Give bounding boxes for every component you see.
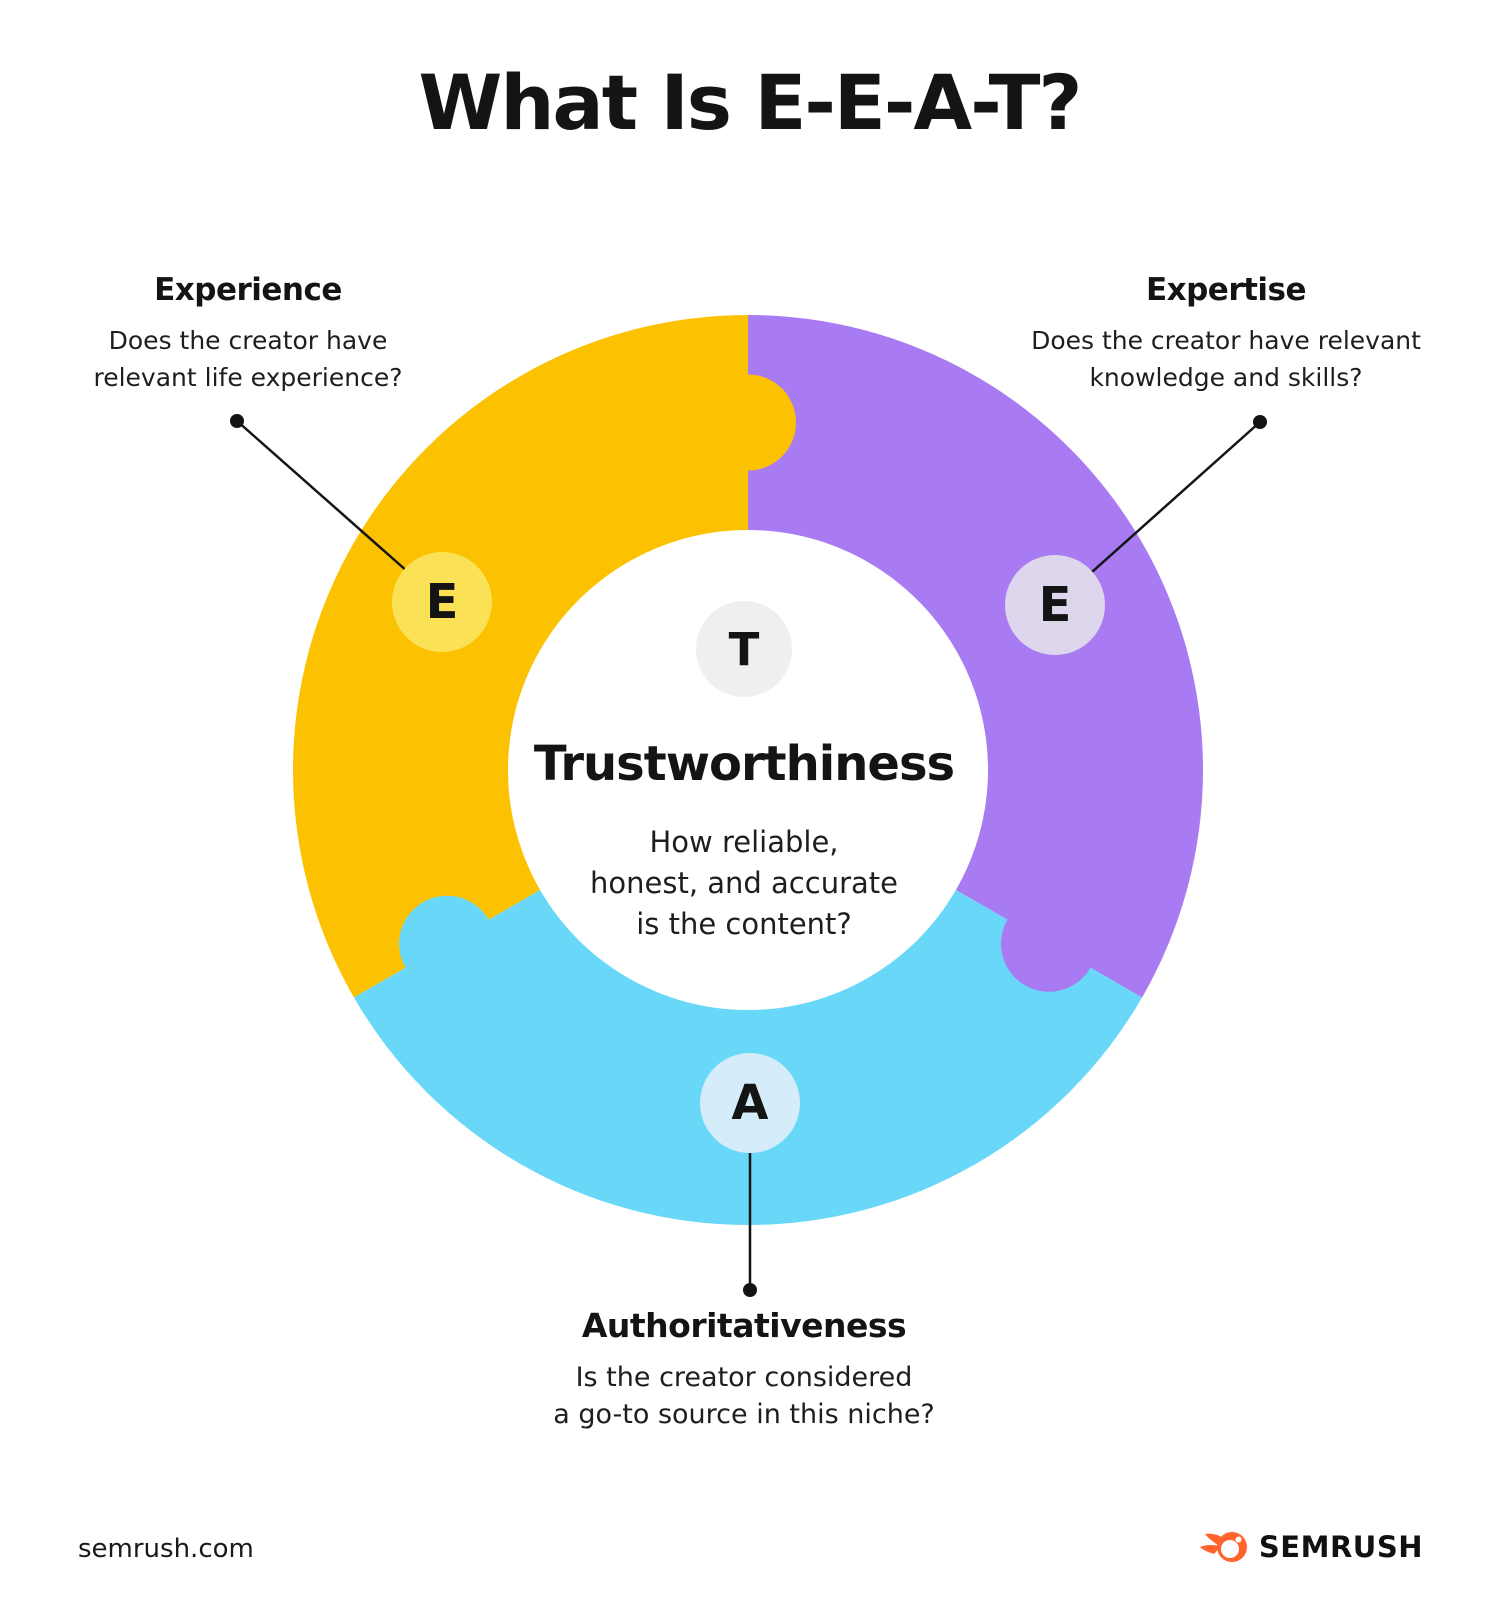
trustworthiness-heading: Trustworthiness — [533, 736, 955, 792]
semrush-brand-text: SEMRUSH — [1258, 1530, 1423, 1564]
badge-authoritativeness-letter: A — [731, 1075, 769, 1131]
footer-brand-logo — [1199, 1530, 1423, 1564]
badge-expertise-letter: E — [1038, 577, 1072, 633]
trustworthiness-subtitle-line1: How reliable, — [649, 825, 839, 859]
puzzle-knob-blue — [399, 896, 495, 992]
badge-trustworthiness-letter: T — [728, 622, 760, 676]
experience-subtitle-line1: Does the creator have — [108, 326, 388, 355]
badge-expertise — [1005, 555, 1105, 655]
label-experience — [18, 272, 478, 396]
badge-authoritativeness — [700, 1053, 800, 1153]
puzzle-knob-yellow — [700, 375, 796, 471]
authoritativeness-subtitle-line2: a go-to source in this niche? — [553, 1399, 935, 1430]
experience-subtitle-line2: relevant life experience? — [93, 363, 403, 392]
footer-site-url: semrush.com — [78, 1534, 254, 1564]
puzzle-knob-purple — [1001, 896, 1097, 992]
badge-trustworthiness — [696, 601, 792, 697]
trustworthiness-subtitle-line2: honest, and accurate — [590, 866, 898, 900]
expertise-subtitle-line2: knowledge and skills? — [1089, 363, 1363, 392]
semrush-flame-icon — [1199, 1530, 1249, 1564]
trustworthiness-subtitle-line3: is the content? — [636, 907, 852, 941]
connector-dot-authoritativeness — [743, 1283, 757, 1297]
label-trustworthiness — [514, 736, 974, 945]
expertise-subtitle-line1: Does the creator have relevant — [1031, 326, 1421, 355]
label-expertise — [996, 272, 1456, 396]
experience-heading: Experience — [154, 272, 342, 308]
badge-experience-letter: E — [425, 574, 459, 630]
expertise-heading: Expertise — [1145, 272, 1307, 308]
connector-dot-experience — [230, 414, 244, 428]
page-title: What Is E-E-A-T? — [418, 58, 1081, 147]
authoritativeness-subtitle-line1: Is the creator considered — [575, 1362, 913, 1393]
badge-experience — [392, 552, 492, 652]
connector-dot-expertise — [1253, 415, 1267, 429]
authoritativeness-heading: Authoritativeness — [581, 1306, 907, 1345]
label-authoritativeness — [514, 1306, 974, 1433]
